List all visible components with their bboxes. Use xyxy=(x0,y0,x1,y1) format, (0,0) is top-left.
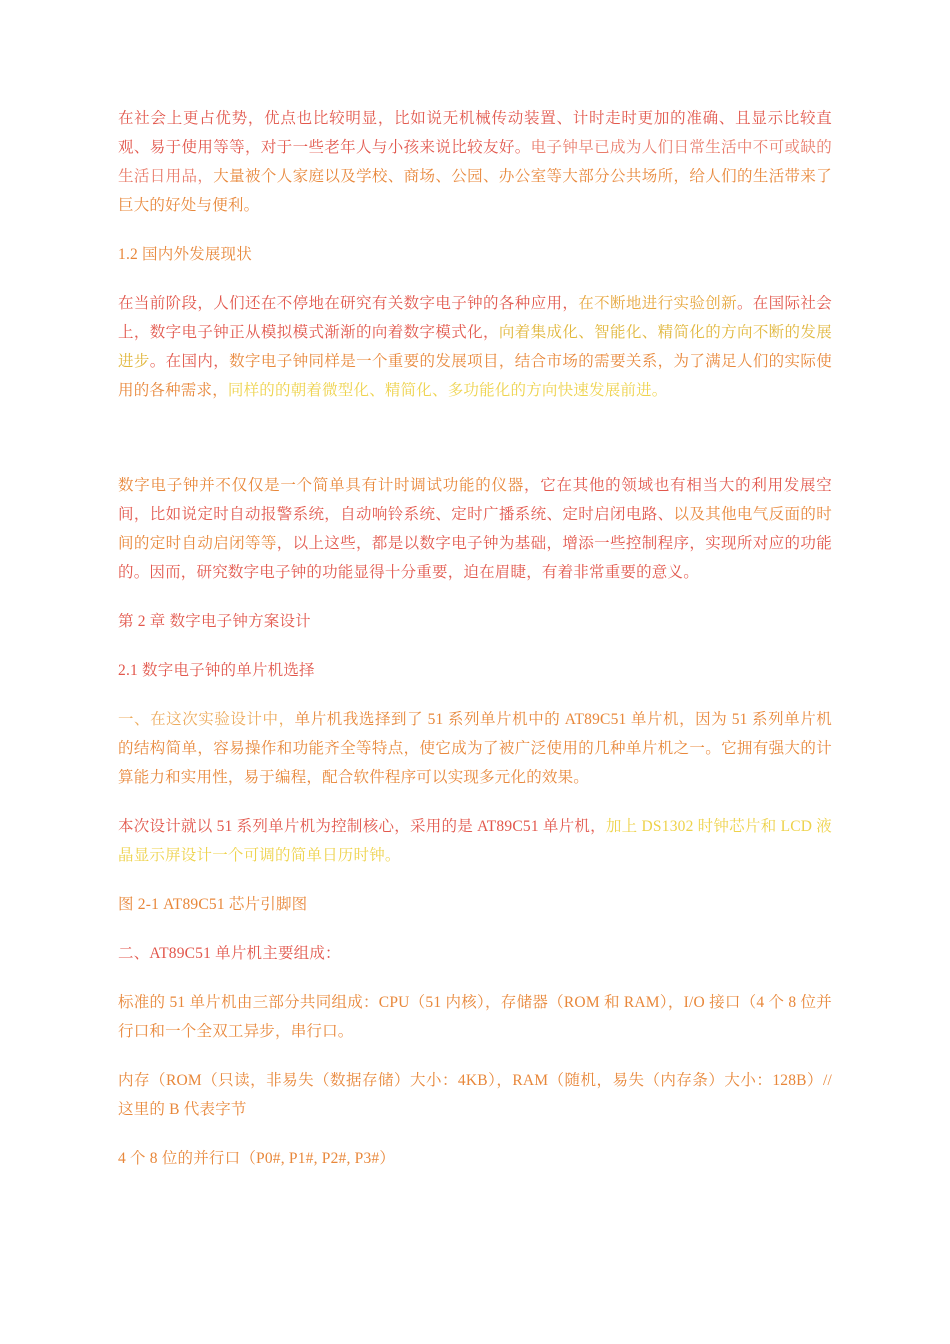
text-run: 以及其他电气反面的时间的定时自动启闭等等 xyxy=(118,506,832,552)
text-run: 图 2-1 AT89C51 芯片引脚图 xyxy=(118,896,308,913)
text-run: 一、在这次实验设计中， xyxy=(118,711,295,728)
text-run: 第 2 章 数字电子钟方案设计 xyxy=(118,613,311,630)
text-run: 数字电子钟同样是一个重要的发展项目，结合市场的需要关系，为了满足人们的实际使用的各种需求， xyxy=(118,353,832,399)
text-run: 单片机我选择到了 51 系列单片机中的 AT89C51 单片机，因为 51 系列单片机的结构简单，容易操作和功能齐全等特点，使它成为了被广泛使用的几种单片机之一。它拥有强大的计算能力和实用性，易于编程，配合软件程序可以实现多元化的效果。 xyxy=(118,711,832,786)
para-memory xyxy=(118,1066,832,1124)
text-run: 。在国内， xyxy=(149,353,230,370)
para-current-stage xyxy=(118,289,832,405)
text-run: 2.1 数字电子钟的单片机选择 xyxy=(118,662,315,679)
para-standard-51 xyxy=(118,988,832,1046)
text-run: 向着集成化、智能化、精简化的方向不断的发展进步 xyxy=(118,324,832,370)
text-run: 标准的 51 单片机由三部分共同组成：CPU（51 内核），存储器（ROM 和 RAM），I/O 接口（4 个 8 位并行口和一个全双工异步，串行口。 xyxy=(118,994,832,1040)
para-spacer xyxy=(118,425,832,471)
heading-2-1 xyxy=(118,656,832,685)
text-run: ，它在其他的领域也有相当大的利用发展空间，比如说定时自动报警系统，自动响铃系统、定时广播系统、定时启闭电路、 xyxy=(118,477,832,523)
text-run: 。在国际社会上，数字电子钟正从模拟模式渐渐的向着数字模式化， xyxy=(118,295,832,341)
para-application-fields xyxy=(118,471,832,587)
text-run: 二、AT89C51 单片机主要组成： xyxy=(118,945,341,962)
text-run: 电子钟早已成为人们日常生活中不可或缺的生活日用品， xyxy=(118,139,832,185)
text-run: 在当前阶段，人们还在不停地在研究有关数字电子钟的各种应用， xyxy=(118,295,579,312)
heading-1-2 xyxy=(118,240,832,269)
text-run: 内存（ROM（只读，非易失（数据存储）大小：4KB），RAM（随机，易失（内存条）大小：128B）//这里的 B 代表字节 xyxy=(118,1072,832,1118)
text-run: 加上 DS1302 时钟芯片和 LCD 液晶显示屏设计一个可调的简单日历时钟。 xyxy=(118,818,832,864)
text-run: 4 个 8 位的并行口（P0#, P1#, P2#, P3#） xyxy=(118,1150,396,1167)
para-design-core xyxy=(118,812,832,870)
heading-mcu-composition xyxy=(118,939,832,968)
caption-figure-2-1 xyxy=(118,890,832,919)
text-run: ，以上这些，都是以数字电子钟为基础，增添一些控制程序，实现所对应的功能的。因而，研究数字电子钟的功能显得十分重要，迫在眉睫，有着非常重要的意义。 xyxy=(118,535,832,581)
para-intro-advantage xyxy=(118,104,832,220)
para-mcu-selection xyxy=(118,705,832,792)
heading-chapter-2 xyxy=(118,607,832,636)
text-run: 本次设计就以 51 系列单片机为控制核心，采用的是 AT89C51 单片机， xyxy=(118,818,606,835)
document-body xyxy=(118,104,832,1173)
para-parallel-ports xyxy=(118,1144,832,1173)
text-run: 1.2 国内外发展现状 xyxy=(118,246,252,263)
text-run: 大量被个人家庭以及学校、商场、公园、办公室等大部分公共场所，给人们的生活带来了巨大的好处与便利。 xyxy=(118,168,833,214)
text-run: 数字电子钟并不仅仅是一个简单具有计时调试功能的仪器 xyxy=(118,477,524,494)
text-run: 在不断地进行实验创新 xyxy=(578,295,737,312)
text-run: 同样的的朝着微型化、精简化、多功能化的方向快速发展前进。 xyxy=(227,382,668,399)
text-run: 在社会上更占优势，优点也比较明显，比如说无机械传动装置、计时走时更加的准确、且显示比较直观、易于使用等等，对于一些老年人与小孩来说比较友好。 xyxy=(118,110,832,156)
